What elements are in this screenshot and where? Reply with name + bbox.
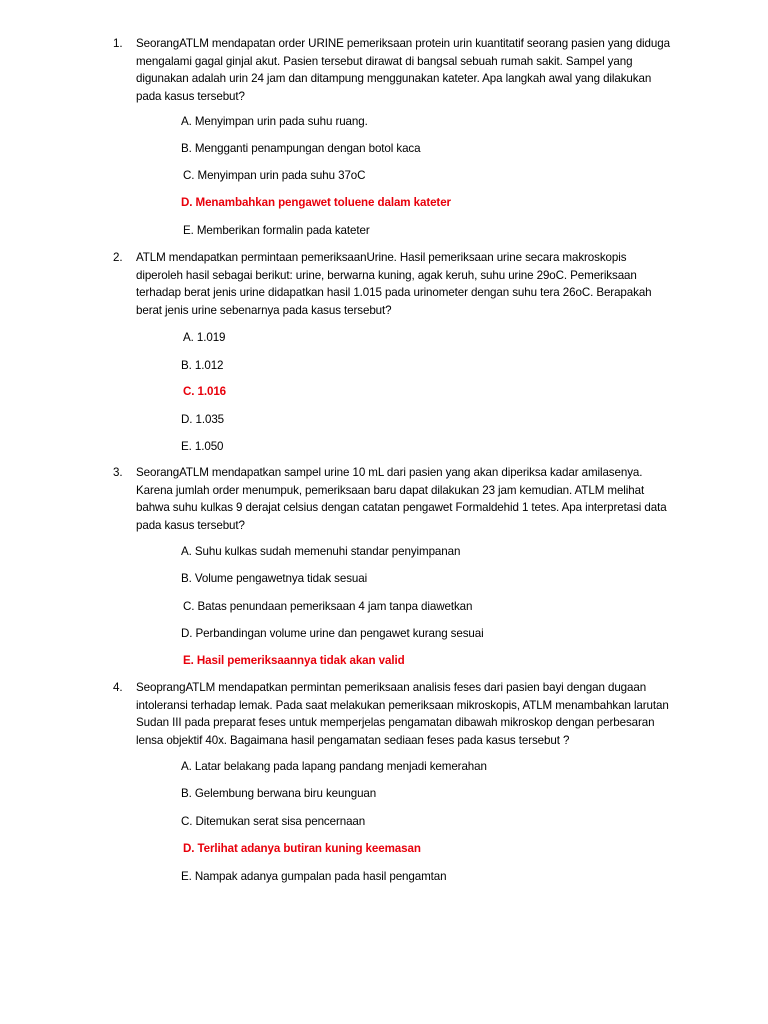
answer-option-e-correct: E. Hasil pemeriksaannya tidak akan valid	[183, 654, 405, 667]
question-text: SeorangATLM mendapatkan sampel urine 10 mL dari pasien yang akan diperiksa kadar amilasenya. Karena jumlah order menumpuk, pemeriksaan baru dapat dilakukan 23 jam kemudian. ATLM melihat bahwa suhu kulkas 9 derajat celsius dengan catatan pengawet Formaldehid 1 tetes. Apa interpretasi data pada kasus tersebut?	[136, 466, 667, 532]
question-text: SeoprangATLM mendapatkan permintan pemeriksaan analisis feses dari pasien bayi dengan dugaan intoleransi terhadap lemak. Pada saat melakukan pemeriksaan mikroskopis, ATLM menambahkan larutan Sudan III pada preparat feses untuk memperjelas pengamatan dibawah mikroskop dengan perbesaran lensa objektif 40x. Bagaimana hasil pengamatan sediaan feses pada kasus tersebut ?	[136, 681, 669, 747]
answer-option-b: B. 1.012	[181, 359, 224, 372]
question-number: 1.	[113, 37, 123, 50]
question-number: 3.	[113, 466, 123, 479]
answer-option-e: E. Memberikan formalin pada kateter	[183, 224, 370, 237]
answer-option-c: C. Menyimpan urin pada suhu 37oC	[183, 169, 366, 182]
answer-option-a: A. Suhu kulkas sudah memenuhi standar penyimpanan	[181, 545, 461, 558]
question-text: SeorangATLM mendapatan order URINE pemeriksaan protein urin kuantitatif seorang pasien yang diduga mengalami gagal ginjal akut. Pasien tersebut dirawat di bangsal sebuah rumah sakit. Sampel yang digunakan adalah urin 24 jam dan ditampung menggunakan kateter. Apa langkah awal yang dilakukan pada kasus tersebut?	[136, 37, 670, 103]
answer-option-a: A. 1.019	[183, 331, 226, 344]
answer-option-b: B. Volume pengawetnya tidak sesuai	[181, 572, 368, 585]
answer-option-d: D. 1.035	[181, 413, 225, 426]
answer-option-d-correct: D. Terlihat adanya butiran kuning keemasan	[183, 842, 421, 855]
answer-option-c: C. Batas penundaan pemeriksaan 4 jam tanpa diawetkan	[183, 600, 473, 613]
question-text: ATLM mendapatkan permintaan pemeriksaanUrine. Hasil pemeriksaan urine secara makroskopis diperoleh hasil sebagai berikut: urine, berwarna kuning, agak keruh, suhu urine 29oC. Pemeriksaan terhadap berat jenis urine didapatkan hasil 1.015 pada urinometer dengan suhu tera 26oC. Berapakah berat jenis urine sebenarnya pada kasus tersebut?	[136, 251, 652, 317]
answer-option-c: C. Ditemukan serat sisa pencernaan	[181, 815, 366, 828]
answer-option-a: A. Menyimpan urin pada suhu ruang.	[181, 115, 368, 128]
answer-option-b: B. Gelembung berwana biru keunguan	[181, 787, 377, 800]
answer-option-c-correct: C. 1.016	[183, 385, 227, 398]
answer-option-e: E. Nampak adanya gumpalan pada hasil pengamtan	[181, 870, 447, 883]
answer-option-d: D. Perbandingan volume urine dan pengawet kurang sesuai	[181, 627, 484, 640]
answer-option-e: E. 1.050	[181, 440, 224, 453]
answer-option-b: B. Mengganti penampungan dengan botol kaca	[181, 142, 421, 155]
answer-option-a: A. Latar belakang pada lapang pandang menjadi kemerahan	[181, 760, 487, 773]
question-number: 2.	[113, 251, 123, 264]
answer-option-d-correct: D. Menambahkan pengawet toluene dalam kateter	[181, 196, 451, 209]
question-number: 4.	[113, 681, 123, 694]
